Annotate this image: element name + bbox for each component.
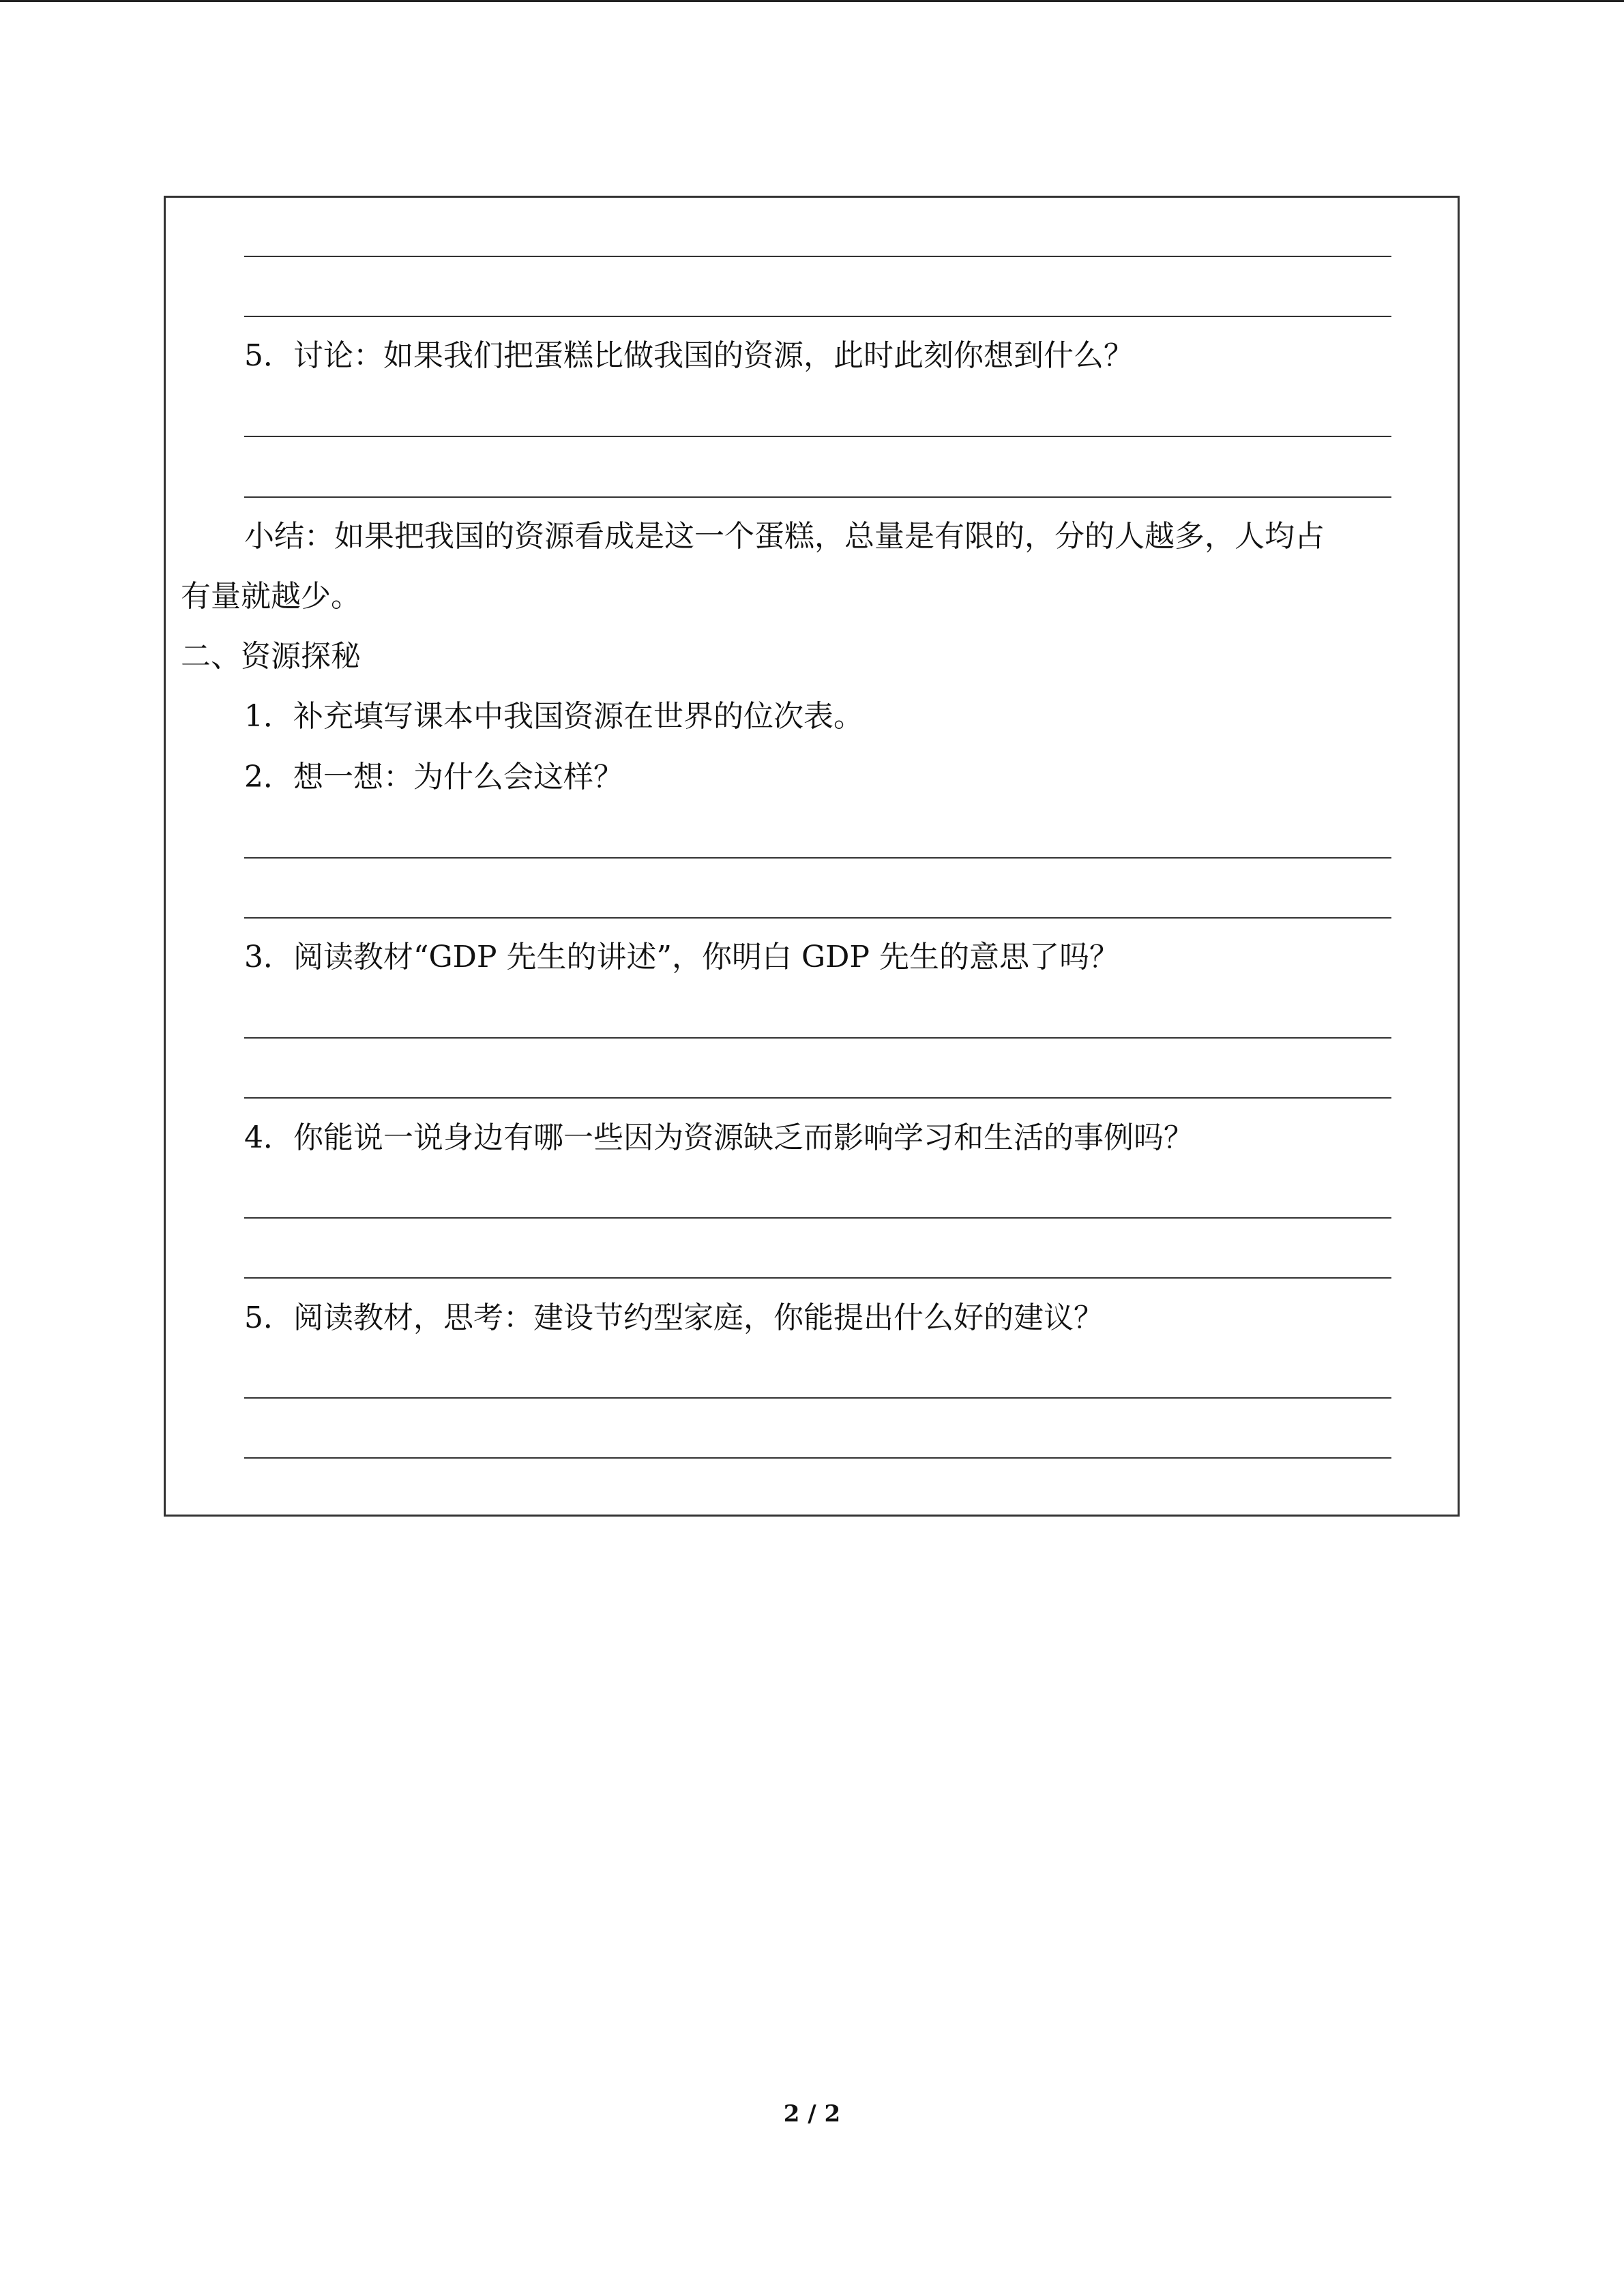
section-heading-resources: 二、资源探秘: [181, 639, 361, 674]
summary-line-2: 有量就越少。: [181, 579, 361, 614]
answer-line[interactable]: [244, 857, 1391, 859]
answer-line[interactable]: [244, 1037, 1391, 1039]
question-2-2: 2．想一想：为什么会这样？: [244, 760, 623, 794]
page-number: 2 / 2: [783, 2100, 841, 2128]
answer-line[interactable]: [244, 917, 1391, 919]
answer-line[interactable]: [244, 1457, 1391, 1459]
answer-line[interactable]: [244, 436, 1391, 437]
question-2-1: 1．补充填写课本中我国资源在世界的位次表。: [244, 699, 863, 734]
summary-line-1: 小结：如果把我国的资源看成是这一个蛋糕，总量是有限的，分的人越多，人均占: [244, 519, 1325, 554]
answer-line[interactable]: [244, 1397, 1391, 1399]
answer-line[interactable]: [244, 496, 1391, 498]
question-2-3: 3．阅读教材“GDP 先生的讲述”，你明白 GDP 先生的意思了吗？: [244, 940, 1120, 974]
question-2-4: 4．你能说一说身边有哪一些因为资源缺乏而影响学习和生活的事例吗？: [244, 1120, 1194, 1155]
answer-line[interactable]: [244, 1277, 1391, 1279]
answer-line[interactable]: [244, 1097, 1391, 1099]
question-2-5: 5．阅读教材，思考：建设节约型家庭，你能提出什么好的建议？: [244, 1300, 1104, 1335]
page-top-rule: [0, 0, 1624, 2]
answer-line[interactable]: [244, 316, 1391, 317]
question-1-5: 5．讨论：如果我们把蛋糕比做我国的资源，此时此刻你想到什么？: [244, 338, 1134, 373]
answer-line[interactable]: [244, 1217, 1391, 1219]
answer-line[interactable]: [244, 256, 1391, 257]
